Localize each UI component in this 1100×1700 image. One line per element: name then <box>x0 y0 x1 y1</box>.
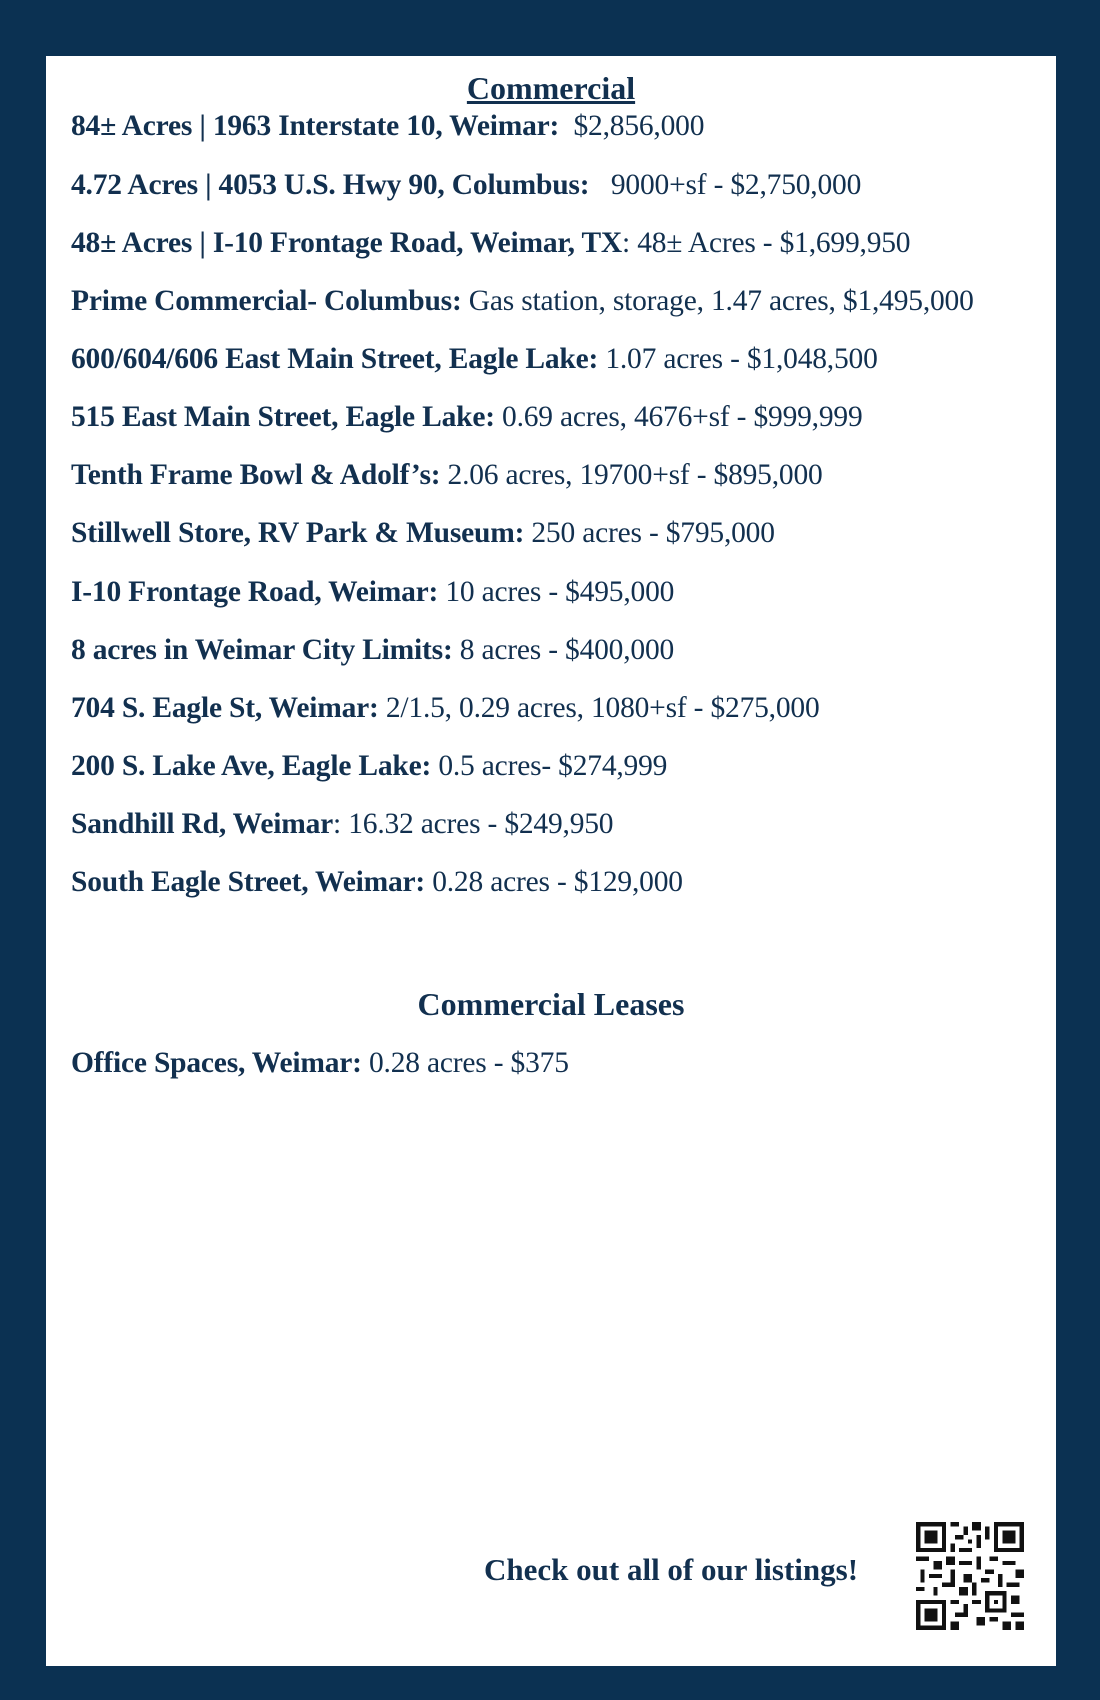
commercial-leases-heading: Commercial Leases <box>417 986 685 1022</box>
listing-item <box>71 459 823 492</box>
listing-name: 200 S. Lake Ave, Eagle Lake: <box>71 750 432 782</box>
listing-item <box>71 401 863 434</box>
listing-detail: 250 acres - $795,000 <box>524 517 775 549</box>
listing-name: Prime Commercial- Columbus: <box>71 285 462 317</box>
listing-detail: : 16.32 acres - $249,950 <box>333 808 614 840</box>
listing-item <box>71 808 613 841</box>
listing-item <box>71 866 683 899</box>
listing-item <box>71 750 667 783</box>
listing-detail: 8 acres - $400,000 <box>452 634 675 666</box>
listing-detail: 0.28 acres - $129,000 <box>425 866 683 898</box>
listing-detail: 0.5 acres- $274,999 <box>431 750 668 782</box>
listing-name: Sandhill Rd, Weimar <box>71 808 334 840</box>
listing-name: 704 S. Eagle St, Weimar: <box>71 692 379 724</box>
listing-item <box>71 634 674 667</box>
listing-item <box>71 517 775 550</box>
listing-detail: $2,856,000 <box>559 110 705 142</box>
listing-name: 48± Acres | I-10 Frontage Road, Weimar, TX <box>71 227 623 259</box>
listing-detail: 2.06 acres, 19700+sf - $895,000 <box>440 459 823 491</box>
listing-detail: : 48± Acres - $1,699,950 <box>622 227 911 259</box>
listing-detail: 9000+sf - $2,750,000 <box>589 169 862 201</box>
listing-name: South Eagle Street, Weimar: <box>71 866 426 898</box>
listing-item <box>71 576 674 609</box>
lease-item <box>71 1047 569 1080</box>
listing-name: I-10 Frontage Road, Weimar: <box>71 576 439 608</box>
listing-name: 515 East Main Street, Eagle Lake: <box>71 401 495 433</box>
listing-name: 8 acres in Weimar City Limits: <box>71 634 453 666</box>
listing-detail: 0.69 acres, 4676+sf - $999,999 <box>494 401 863 433</box>
listing-name: 600/604/606 East Main Street, Eagle Lake: <box>71 343 599 375</box>
listing-item <box>71 343 878 376</box>
lease-name: Office Spaces, Weimar: <box>71 1047 362 1079</box>
listing-name: Tenth Frame Bowl & Adolf’s: <box>71 459 441 491</box>
listing-name: 4.72 Acres | 4053 U.S. Hwy 90, Columbus: <box>71 169 590 201</box>
listing-sheet <box>46 56 1056 1666</box>
listing-detail: 1.07 acres - $1,048,500 <box>598 343 878 375</box>
listing-item <box>71 227 910 260</box>
listing-item <box>71 169 861 202</box>
lease-detail: 0.28 acres - $375 <box>361 1047 569 1079</box>
listing-detail: Gas station, storage, 1.47 acres, $1,495,000 <box>461 285 974 317</box>
qr-code-icon[interactable] <box>916 1522 1024 1630</box>
listing-detail: 2/1.5, 0.29 acres, 1080+sf - $275,000 <box>378 692 820 724</box>
listing-name: 84± Acres | 1963 Interstate 10, Weimar: <box>71 110 560 142</box>
listings-cta: Check out all of our listings! <box>484 1552 859 1587</box>
listing-detail: 10 acres - $495,000 <box>438 576 675 608</box>
listing-item <box>71 110 704 143</box>
listing-name: Stillwell Store, RV Park & Museum: <box>71 517 525 549</box>
commercial-heading: Commercial <box>466 70 636 106</box>
listing-item <box>71 692 820 725</box>
listing-item <box>71 285 974 318</box>
